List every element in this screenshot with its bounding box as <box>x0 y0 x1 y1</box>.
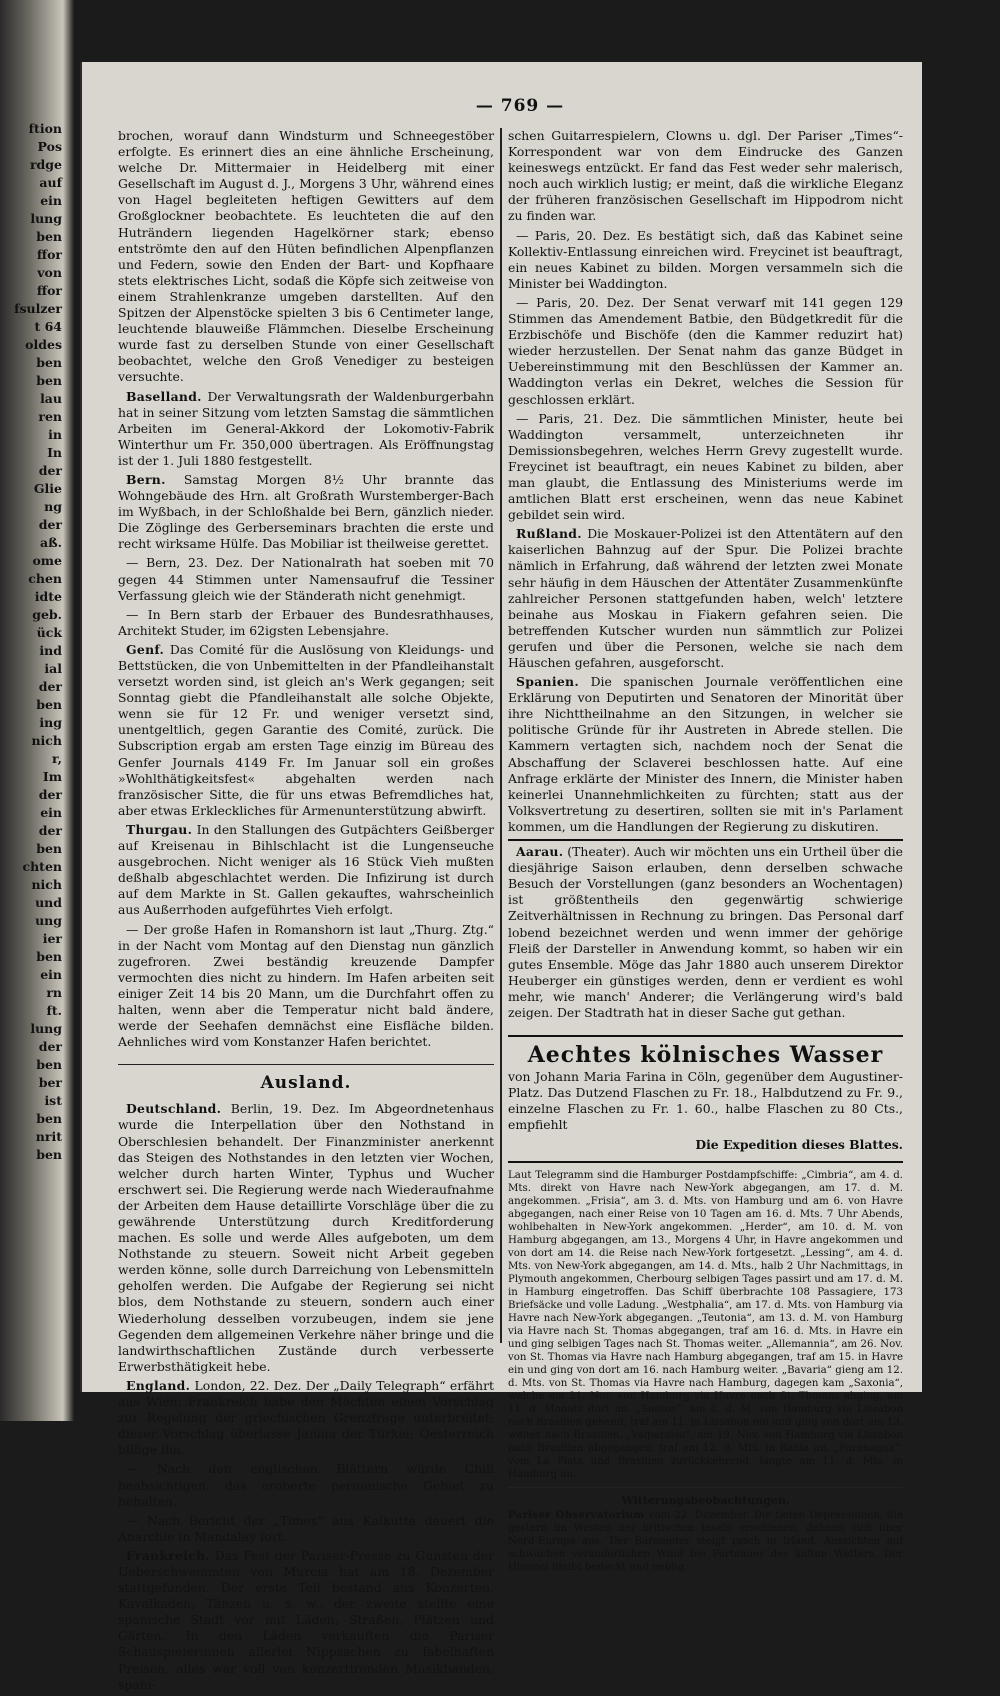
fragment-line: rn <box>46 985 62 1000</box>
article-spanien-text: Die spanischen Journale veröffentlichen eine Erklärung von Deputirten und Senatoren der Minorität über ihre Nichttheilnahme an den Sitzungen, in welcher sie politische Gründe für ihr Austreten in Abrede stellen. Die Kammern vertagten sich, nachdem noch der Senat die Abschaffung der Sclaverei beschlossen hatte. Auf eine Anfrage erklärte der Minister des Innern, die Minister haben keinerlei Unannehmlichkeiten zu fürchten; statt aus der Volksvertretung zu desertiren, sollten sie mit in's Parlament kommen, um die Handlungen der Regierung zu diskutiren. <box>508 674 903 834</box>
newspaper-page <box>80 62 922 1692</box>
adjacent-page-fragments <box>0 120 62 1380</box>
fragment-line: ind <box>39 643 62 658</box>
article-paris-2: — Paris, 20. Dez. Der Senat verwarf mit 141 gegen 129 Stimmen das Amendement Batbie, den Büdgetkredit für die Erzbischöfe und Bischöfe (den die Kammer reduzirt hat) wieder herzustellen. Der Senat nahm das ganze Büdget in Uebereinstimmung mit den Beschlüssen der Kammer an. Waddington verlas ein Dekret, welches die Session für geschlossen erklärt. <box>508 294 903 407</box>
fragment-line: ben <box>36 697 62 712</box>
fragment-line: ier <box>42 931 62 946</box>
fragment-line: ben <box>36 841 62 856</box>
fragment-line: ftion <box>28 121 62 136</box>
section-heading-ausland: Ausland. <box>118 1064 494 1091</box>
fragment-line: ial <box>44 661 62 676</box>
fragment-line: ren <box>38 409 62 424</box>
fragment-line: auf <box>39 175 62 190</box>
fragment-line: ben <box>36 1057 62 1072</box>
article-thurgau <box>118 822 494 919</box>
fragment-line: in <box>48 427 62 442</box>
fragment-line: idte <box>34 589 62 604</box>
fragment-line: ng <box>44 499 62 514</box>
article-aarau-text: (Theater). Auch wir möchten uns ein Urtheil über die diesjährige Saison erlauben, denn derselben schwache Besuch der Vorstellungen (ganz besonders an Wochentagen) ist größtentheils den gegenwärtig schwierige Zeitverhältnissen in Rechnung zu bringen. Das Personal darf lobend bezeichnet werden und wenn immer der gehörige Fleiß der Darsteller in Anwendung kommt, so haben wir ein gutes Ensemble. Möge das Jahr 1880 auch unserem Direktor Heuberger ein günstiges werden, denn er verdient es wohl mehr, wie manch' Anderer; die Verlängerung wird's bald zeigen. Der Stadtrath hat in dieser Sache gut gethan. <box>508 844 903 1020</box>
dateline-spanien: Spanien. <box>516 674 579 690</box>
fragment-line: oldes <box>25 337 62 352</box>
right-column <box>508 128 903 1574</box>
fragment-line: ft. <box>46 1003 62 1018</box>
article-baselland <box>118 389 494 469</box>
shipping-telegram-notice: Laut Telegramm sind die Hamburger Postdampfschiffe: „Cimbria“, am 4. d. Mts. direkt von Havre nach New-York abgegangen, am 17. d. M. angekommen. „Frisia“, am 3. d. Mts. von Hamburg und am 6. von Havre abgegangen, nach einer Reise von 10 Tagen am 16. d. Mts. 7 Uhr Abends, wohlbehalten in New-York angekommen. „Herder“, am 10. d. M. von Hamburg abgegangen, am 13., Morgens 4 Uhr, in Havre angekommen und von dort am 14. die Reise nach New-York fortgesetzt. „Lessing“, am 4. d. Mts. von New-York abgegangen, am 14. d. Mts., halb 2 Uhr Nachmittags, in Plymouth angekommen, Cherbourg selbigen Tages passirt und am 17. d. M. in Hamburg eingetroffen. Das Schiff überbrachte 108 Passagiere, 173 Briefsäcke und volle Ladung. „Westphalia“, am 17. d. Mts. von Hamburg via Havre nach New-York abgegangen. „Teutonia“, am 13. d. M. von Hamburg via Havre nach St. Thomas abgegangen, traf am 16. d. Mts. in Havre ein und ging selbigen Tages nach St. Thomas weiter. „Allemannia“, am 26. Nov. von St. Thomas via Havre nach Hamburg abgegangen, traf am 15. in Havre ein und ging von dort am 16. nach Hamburg weiter. „Bavaria“ gieng am 12. d. Mts. von St. Thomas via Havre nach Hamburg, dagegen kam „Saxonia“, welche am 21. Nov. von Hamburg via Havre nach St. Thomas abging, am 11. d. Monats dort an. „Santos“, am 6. d. M. von Hamburg via Lissabon nach Brasilien gehend, traf am 11. in Lissabon ein und ging von dort am 13. weiter nach Brasilien. „Valparaiso“, am 19. Nov. von Hamburg via Lissabon nach Brasilien abgegangen, traf am 12. d. Mts. in Bahia an. „Paranagua“, vom La Plata und Brasilien zurückkehrend, langte am 11. d. Mts. in Hamburg an. <box>508 1161 903 1481</box>
fragment-line: chten <box>22 859 62 874</box>
fragment-line: ein <box>40 193 62 208</box>
fragment-line: r, <box>51 751 62 766</box>
fragment-line: ist <box>44 1093 62 1108</box>
weather-text: vom 22. Dezember. Die tiefen Depressionen, die gestern im Westen der britischen Inseln erschienen, dehnen sich über Nord-Europa aus. Der Barometer steigt rasch in Irland. Aussichten auf schwachen veränderlichen Wind bei Fortdauer des kalten Wetters. Der Himmel bleibt bedeckt und neblig. <box>508 1510 903 1574</box>
dateline-thurgau: Thurgau. <box>126 821 193 837</box>
dateline-russland: Rußland. <box>516 526 582 542</box>
article-bern <box>118 472 494 552</box>
weather-source: Pariser Observatorium <box>508 1509 645 1522</box>
article-frankreich-continued: schen Guitarrespielern, Clowns u. dgl. Der Pariser „Times“-Korrespondent war von dem Eindrucke des Ganzen keineswegs entzückt. Er fand das Fest weder sehr malerisch, noch auch wirklich lustig; er meint, daß die wirkliche Eleganz der früheren französischen Gesellschaft im Hippodrom nicht zu finden war. <box>508 128 903 224</box>
article-frankreich-text: Das Fest der Pariser-Presse zu Gunsten der Ueberschwemmten von Murcia hat am 18. Dezember stattgefunden. Der erste Teil bestand aus Konzerten, Kavalkaden, Tänzen u. s. w., der zweite stellte eine spanische Stadt vor mit Läden, Straßen, Plätzen und Gärten. In den Läden verkauften die Pariser Schauspielerinnen allerlei Nippsachen zu fabelhaften Preisen, alles war voll von konzertirenden Musikbanden, spani- <box>118 1547 494 1692</box>
article-deutschland-text: Berlin, 19. Dez. Im Abgeordnetenhaus wurde die Interpellation über den Nothstand in Oberschlesien behandelt. Der Finanzminister anerkennt das Steigen des Nothstandes in den letzten vier Wochen, welcher durch harten Winter, Typhus und Wucher erschwert sei. Die Regierung werde nach Wiederaufnahme der Arbeiten dem Hause detaillirte Vorschläge über die zu gewährende Unterstützung durch Kreditforderung machen. Es solle und werde Alles aufgeboten, um dem Nothstande zu steuern. Soweit nicht Arbeit gegeben werden könne, solle durch Darreichung von Lebensmitteln geholfen werden. Die Aufgabe der Regierung sei nicht blos, dem Nothstande zu steuern, sondern auch einer Wiederholung desselben vorzubeugen, indem sie jene Gegenden dem allgemeinen Verkehre näher bringe und die landwirthschaftlichen Zustände durch verbesserte Erwerbsthätigkeit hebe. <box>118 1101 494 1374</box>
page-number: — 769 — <box>475 96 565 116</box>
fragment-line: ück <box>36 625 62 640</box>
fragment-line: ben <box>36 229 62 244</box>
dateline-baselland: Baselland. <box>126 388 202 404</box>
article-russland <box>508 526 903 671</box>
fragment-line: lung <box>30 1021 62 1036</box>
article-paris-3: — Paris, 21. Dez. Die sämmtlichen Minister, heute bei Waddington versammelt, unterzeichneten ihr Demissionsbegehren, welches Herrn Grevy zugestellt wurde. Freycinet ist beauftragt, ein neues Kabinet zu bilden, aber man glaubt, die Entlassung des Ministeriums werde im amtlichen Blatt erst erscheinen, wenn das neue Kabinet gebildet sein wird. <box>508 410 903 523</box>
advertisement-title: Aechtes kölnisches Wasser <box>508 1035 903 1063</box>
fragment-line: rdge <box>29 157 62 172</box>
fragment-line: ben <box>36 373 62 388</box>
fragment-line: ben <box>36 949 62 964</box>
fragment-line: nich <box>31 877 62 892</box>
article-bern-2: — Bern, 23. Dez. Der Nationalrath hat soeben mit 70 gegen 44 Stimmen unter Namensaufruf die Tessiner Verfassung gleich wie der Ständerath nicht genehmigt. <box>118 555 494 603</box>
article-england-3: — Nach Bericht der „Times“ aus Kalkutta dauert die Anarchie in Mandalay fort. <box>118 1512 494 1544</box>
article-spanien <box>508 674 903 835</box>
dateline-bern: Bern. <box>126 471 166 487</box>
fragment-line: ber <box>38 1075 62 1090</box>
dateline-aarau: Aarau. <box>516 844 564 860</box>
fragment-line: geb. <box>32 607 62 622</box>
article-england-text: London, 22. Dez. Der „Daily Telegraph“ erfährt aus Wien: Frankreich habe den Mächten einen Vorschlag zur Regelung der griechischen Grenzfrage unterbreitet; dieser Vorschlag überlasse Janina der Türkei; Oesterreich billige ihn. <box>118 1377 494 1458</box>
section-divider <box>508 839 903 841</box>
weather-report <box>508 1509 903 1574</box>
fragment-line: Pos <box>37 139 62 154</box>
article-bern-3: — In Bern starb der Erbauer des Bundesrathhauses, Architekt Studer, im 62igsten Lebensjahre. <box>118 606 494 638</box>
fragment-line: aß. <box>40 535 62 550</box>
fragment-line: fsulzer <box>14 301 62 316</box>
article-bern-text: Samstag Morgen 8½ Uhr brannte das Wohngebäude des Hrn. alt Großrath Wurstemberger-Bach im Wyßbach, in der Schloßhalde bei Bern, gänzlich nieder. Die Zöglinge des Gerberseminars brachten die erste und recht wirksame Hülfe. Das Mobiliar ist theilweise gerettet. <box>118 471 494 552</box>
fragment-line: t 64 <box>34 319 62 334</box>
fragment-line: Glie <box>33 481 62 496</box>
fragment-line: der <box>38 787 62 802</box>
advertisement-signature: Die Expedition dieses Blattes. <box>695 1137 903 1153</box>
fragment-line: ome <box>32 553 62 568</box>
article-frankreich <box>118 1548 494 1693</box>
fragment-line: lung <box>30 211 62 226</box>
fragment-line: der <box>38 463 62 478</box>
fragment-line: lau <box>40 391 62 406</box>
article-paris-1: — Paris, 20. Dez. Es bestätigt sich, daß das Kabinet seine Kollektiv-Entlassung einreichen wird. Freycinet ist beauftragt, ein neues Kabinet zu bilden. Morgen versammeln sich die Minister bei Waddington. <box>508 227 903 291</box>
fragment-line: ffor <box>36 283 62 298</box>
fragment-line: Im <box>42 769 62 784</box>
article-thurgau-text: In den Stallungen des Gutpächters Geißberger auf Kreisenau in Bihlschlacht ist die Lungenseuche ausgebrochen. Nicht weniger als 16 Stück Vieh mußten deßhalb abgeschlachtet werden. Die Infizirung ist durch auf dem Markte in St. Gallen gekauftes, wahrscheinlich aus Außerrhoden aufgeführtes Vieh erfolgt. <box>118 821 494 918</box>
article-deutschland <box>118 1101 494 1375</box>
fragment-line: ung <box>35 913 62 928</box>
fragment-line: der <box>38 679 62 694</box>
dateline-frankreich: Frankreich. <box>126 1547 211 1563</box>
weather-heading: Witterungsbeobachtungen. <box>508 1487 903 1509</box>
dateline-england: England. <box>126 1377 191 1393</box>
article-genf <box>118 642 494 819</box>
article-england-2: — Nach den englischen Blättern würde Chili beabsichtigen, das eroberte peruanische Gebiet zu behalten. <box>118 1461 494 1509</box>
article-aarau-theater <box>508 844 903 1021</box>
fragment-line: der <box>38 517 62 532</box>
article-thurgau-2: — Der große Hafen in Romanshorn ist laut „Thurg. Ztg.“ in der Nacht vom Montag auf den Dienstag nun gänzlich zugefroren. Zwei beständig kreuzende Dampfer vermochten dies nicht zu hindern. Im Hafen arbeiten seit einiger Zeit 14 bis 20 Mann, um die Durchfahrt offen zu halten, wenn aber die Temperatur nicht bald ändere, werde der Seehafen demnächst eine Eisfläche bilden. Aehnliches wird vom Konstanzer Hafen berichtet. <box>118 921 494 1050</box>
fragment-line: ben <box>36 1147 62 1162</box>
fragment-line: von <box>37 265 62 280</box>
fragment-line: der <box>38 1039 62 1054</box>
fragment-line: In <box>47 445 62 460</box>
article-weather-phenomenon: brochen, worauf dann Windsturm und Schneegestöber erfolgte. Es erinnert dies an eine ähnliche Erscheinung, welche Dr. Mittermaier in Heidelberg mit einer Gesellschaft im August d. J., Morgens 3 Uhr, während eines von Hagel begleiteten heftigen Gewitters auf dem Großglockner beobachtete. Es leuchteten die auf den Huträndern liegenden Hagelkörner stark; ebenso entströmte den auf den Hüten befindlichen Alpenpflanzen und Federn, sowie den Enden der Bart- und Kopfhaare stets elektrisches Licht, sodaß die Köpfe sich zeitweise von einem Strahlenkranze umgeben darstellten. Auf den Spitzen der Alpenstöcke spielten 3 bis 6 Centimeter lange, leuchtende blauweiße Flämmchen. Dieselbe Erscheinung wurde fast zu derselben Stunde von einer Gesellschaft beobachtet, welche den Groß Venediger zu besteigen versuchte. <box>118 128 494 385</box>
column-divider <box>500 128 502 1343</box>
article-baselland-text: Der Verwaltungsrath der Waldenburgerbahn hat in seiner Sitzung vom letzten Samstag die sämmtlichen Arbeiten im General-Akkord der Lokomotiv-Fabrik Winterthur um Fr. 350,000 übertragen. Als Eröffnungstag ist der 1. Juli 1880 festgestellt. <box>118 388 494 468</box>
fragment-line: ing <box>39 715 62 730</box>
article-england <box>118 1378 494 1458</box>
fragment-line: chen <box>28 571 62 586</box>
fragment-line: nich <box>31 733 62 748</box>
fragment-line: der <box>38 823 62 838</box>
fragment-line: ben <box>36 355 62 370</box>
dateline-deutschland: Deutschland. <box>126 1101 222 1117</box>
dateline-genf: Genf. <box>126 641 165 657</box>
article-genf-text: Das Comité für die Auslösung von Kleidungs- und Bettstücken, die von Unbemittelten in der Pfandleihanstalt versetzt worden sind, ist gleich an's Werk gegangen; seit Sonntag giebt die Pfandleihanstalt alle solche Objekte, wenn sie für 12 Fr. und weniger versetzt sind, unentgeltlich, gegen Garantie des Comité, zurück. Die Subscription ergab am ersten Tage einzig im Büreau des Genfer Journals 4149 Fr. Im Januar soll ein großes »Wohlthätigkeitsfest« abgehalten werden nach französischer Sitte, die für uns etwas Befremdliches hat, aber etwas Erkleckliches für Armenunterstützung abwirft. <box>118 641 494 818</box>
fragment-line: nrit <box>35 1129 62 1144</box>
fragment-line: ein <box>40 805 62 820</box>
fragment-line: ein <box>40 967 62 982</box>
fragment-line: ffor <box>36 247 62 262</box>
left-column <box>118 128 494 1696</box>
fragment-line: ben <box>36 1111 62 1126</box>
advertisement-body: von Johann Maria Farina in Cöln, gegenüber dem Augustiner-Platz. Das Dutzend Flaschen zu Fr. 18., Halbdutzend zu Fr. 9., einzelne Flaschen zu Fr. 1. 60., halbe Flaschen zu 80 Cts., empfiehlt <box>508 1069 903 1133</box>
article-russland-text: Die Moskauer-Polizei ist den Attentätern auf den kaiserlichen Bahnzug auf der Spur. Die Polizei brachte nämlich in Erfahrung, daß während der letzten zwei Monate sehr häufig in dem Häuschen der Attentäter Zusammenkünfte zahlreicher Personen stattgefunden haben, welch' letztere beinahe aus Moskau in Fiakern gefahren seien. Die betreffenden Kutscher wurden nun sämmtlich zur Polizei gerufen und über die Personen, welche sie nach dem Häuschen gefahren, ausgeforscht. <box>508 526 903 670</box>
fragment-line: und <box>35 895 62 910</box>
